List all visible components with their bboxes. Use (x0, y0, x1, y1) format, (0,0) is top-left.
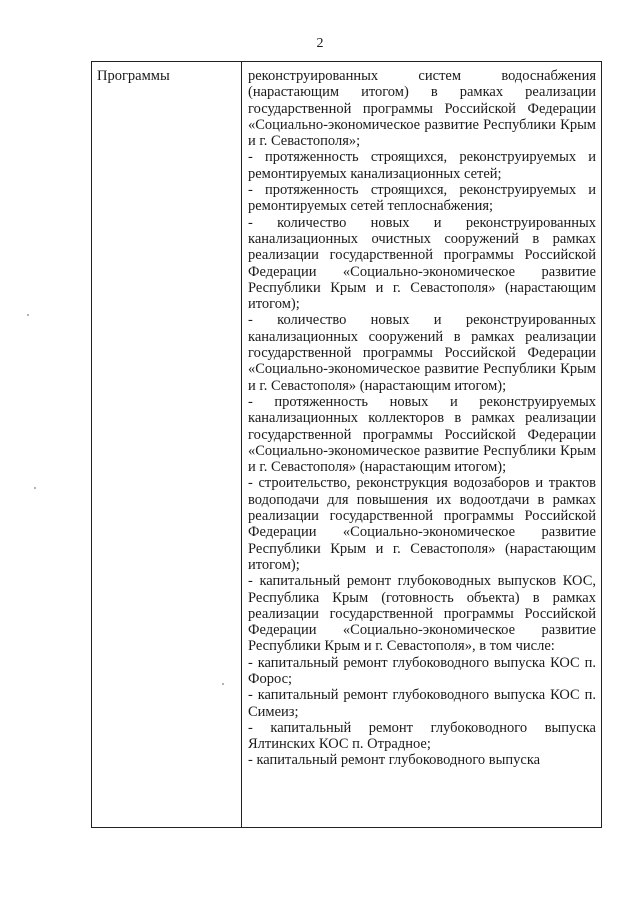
scan-speck (27, 314, 29, 316)
indicator-entry: - капитальный ремонт глубоководного выпуска (248, 752, 541, 769)
indicator-entry: - количество новых и реконструированных канализационных сооружений в рамках реализации государственной программы Российской Федерации «Социально-экономическое развитие Республики Крым и г. Севастополя» (нарастающим итогом); (248, 312, 596, 394)
indicator-entry: - протяженность новых и реконструируемых канализационных коллекторов в рамках реализации государственной программы Российской Федерации «Социально-экономическое развитие Республики Крым и г. Севастополя» (нарастающим итогом); (248, 393, 596, 476)
indicator-entry: - капитальный ремонт глубоководных выпусков КОС, Республика Крым (готовность объекта) в рамках реализации государственной программы Российской Федерации «Социально-экономическое развитие Республики Крым и г. Севастополя», в том числе: (248, 573, 596, 655)
table-label-cell: Программы (97, 68, 170, 84)
indicator-entry: - количество новых и реконструированных канализационных очистных сооружений в рамках реализации государственной программы Российской Федерации «Социально-экономическое развитие Республики Крым и г. Севастополя» (нарастающим итогом); (248, 214, 596, 313)
indicator-entry: - протяженность строящихся, реконструируемых и ремонтируемых сетей теплоснабжения; (248, 182, 596, 215)
table-content-cell (248, 68, 596, 769)
scan-speck (222, 683, 224, 685)
scan-speck (34, 487, 36, 489)
program-table (91, 61, 602, 828)
page-number: 2 (316, 36, 324, 51)
indicator-entry: реконструированных систем водоснабжения (нарастающим итогом) в рамках реализации государственной программы Российской Федерации «Социально-экономическое развитие Республики Крым и г. Севастополя»; (248, 68, 596, 150)
indicator-entry: - строительство, реконструкция водозаборов и трактов водоподачи для повышения их водоотдачи в рамках реализации государственной программы Российской Федерации «Социально-экономическое развитие Республики Крым и г. Севастополя» (нарастающим итогом); (248, 475, 596, 573)
indicator-entry: - протяженность строящихся, реконструируемых и ремонтируемых канализационных сетей; (248, 149, 596, 182)
indicator-entry: - капитальный ремонт глубоководного выпуска КОС п. Форос; (248, 654, 596, 687)
indicator-entry: - капитальный ремонт глубоководного выпуска Ялтинских КОС п. Отрадное; (248, 719, 596, 753)
column-divider (241, 62, 242, 827)
indicator-entry: - капитальный ремонт глубоководного выпуска КОС п. Симеиз; (248, 687, 596, 720)
